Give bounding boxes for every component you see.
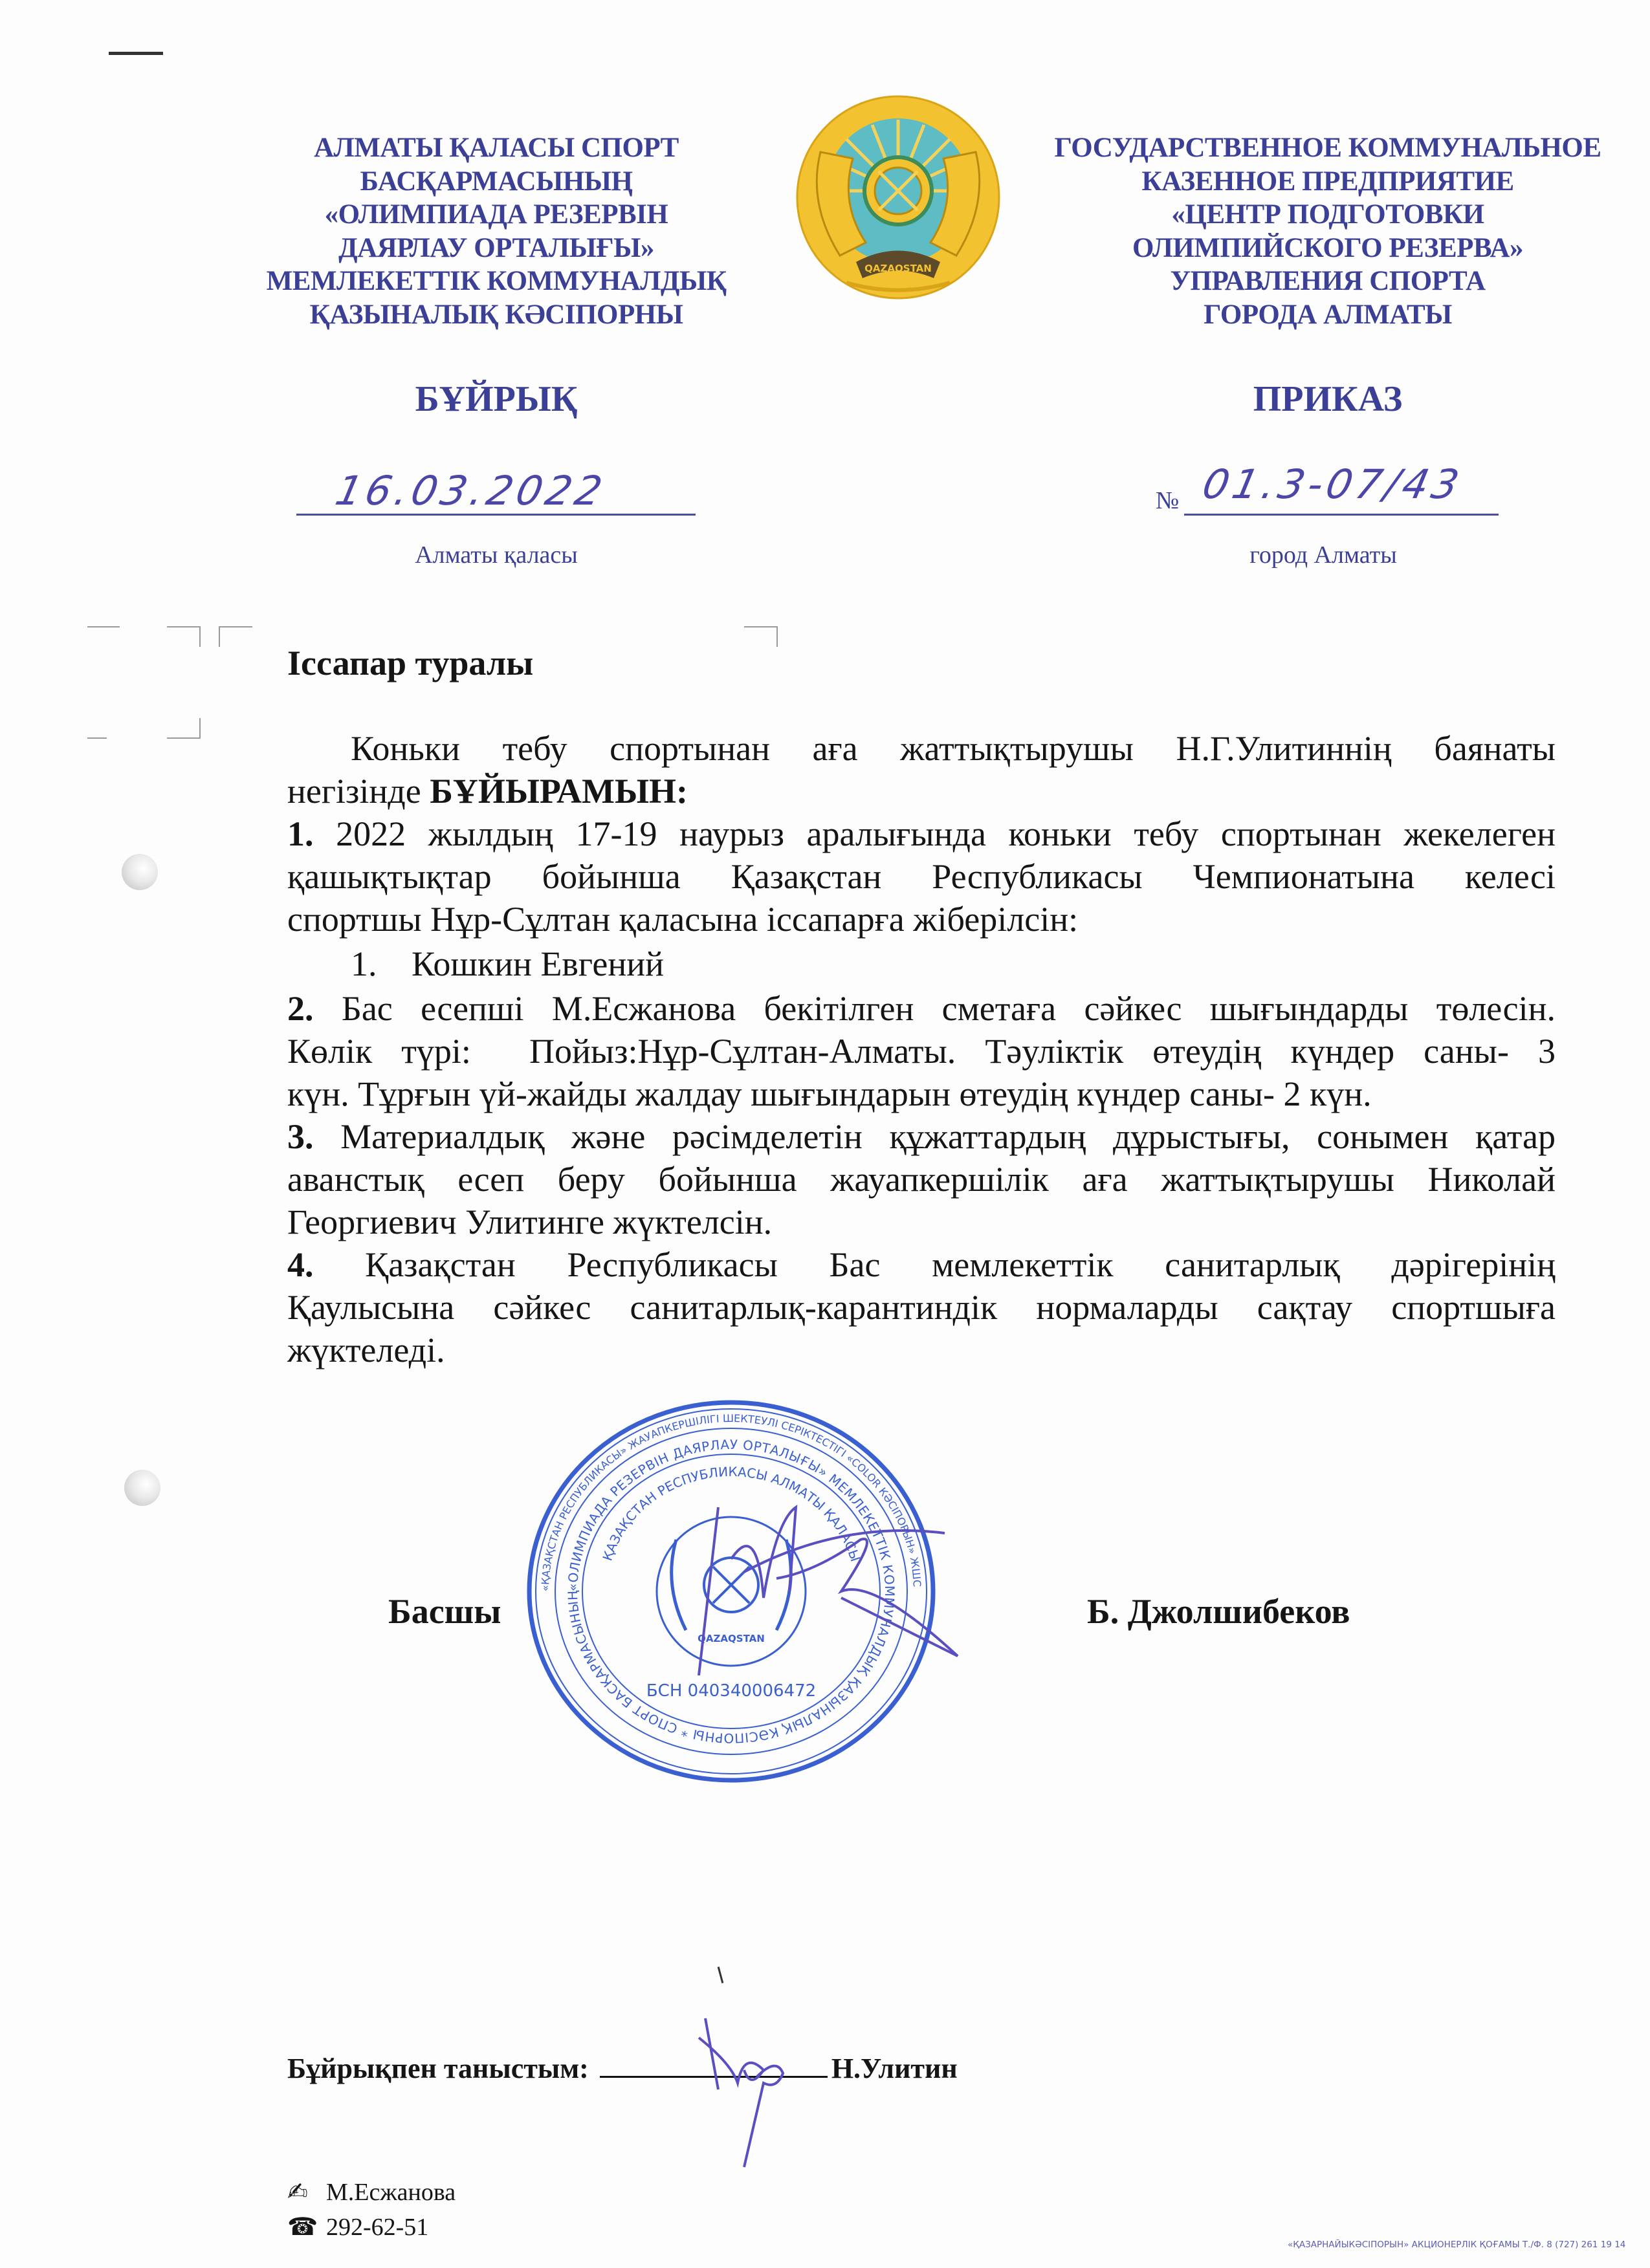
executor-phone: 292-62-51: [326, 2214, 429, 2241]
intro-line: [287, 770, 1556, 812]
date-line: [296, 514, 696, 516]
item-2-line: [287, 987, 1556, 1030]
item-text: Материалдық және рәсімделетін құжаттардың дұрыстығы, сонымен қатар: [340, 1117, 1556, 1156]
item-number: 4.: [287, 1245, 314, 1284]
header-right-org: [1037, 131, 1619, 331]
city-kz: Алматы қаласы: [415, 541, 578, 569]
punch-hole-top: [122, 854, 158, 890]
printer-imprint: «ҚАЗАРНАЙЫКӘСІПОРЫН» АКЦИОНЕРЛІК ҚОҒАМЫ Т./Ф. 8 (727) 261 19 14: [1288, 2240, 1626, 2250]
org-line: ОЛИМПИЙСКОГО РЕЗЕРВА»: [1132, 232, 1523, 263]
order-body: [287, 642, 1556, 1371]
executor-name: М.Есжанова: [326, 2179, 456, 2206]
item-1-line: [287, 812, 1556, 855]
item-4-line: Қаулысына сәйкес санитарлық-карантиндік нормаларды сақтау спортшыға: [287, 1288, 1556, 1327]
item-3-line: [287, 1115, 1556, 1158]
doc-type-ru: ПРИКАЗ: [1253, 379, 1403, 419]
telephone-icon: ☎: [287, 2212, 318, 2241]
stamp-outer-text: «ҚАЗАҚСТАН РЕСПУБЛИКАСЫ» ЖАУАПКЕРШІЛІГІ ШЕКТЕУЛІ СЕРІКТЕСТІГІ «COLOR КӘСІПОРЫН» ЖШС: [538, 1412, 923, 1592]
corner-mark: [167, 718, 201, 739]
doc-type-kz: БҰЙРЫҚ: [415, 379, 578, 419]
number-line: [1184, 514, 1499, 516]
stamp-emblem-lettering: QAZAQSTAN: [698, 1633, 765, 1644]
org-line: ДАЯРЛАУ ОРТАЛЫҒЫ»: [338, 232, 654, 263]
punch-hole-bottom: [124, 1470, 160, 1506]
state-emblem: [795, 94, 1002, 301]
org-line: ҚАЗЫНАЛЫҚ КӘСІПОРНЫ: [309, 299, 683, 330]
corner-mark: [87, 626, 120, 647]
corner-mark: [167, 626, 201, 647]
item-1-line: спортшы Нұр-Сұлтан қаласына іссапарға жіберілсін:: [287, 900, 1079, 939]
executor-row: [287, 2177, 456, 2207]
item-4-line: жүктеледі.: [287, 1331, 445, 1369]
acknowledgement-name: Н.Улитин: [831, 2053, 958, 2084]
intro-line: Коньки тебу спортынан аға жаттықтырушы Н.Г.Улитиннің баянаты: [351, 729, 1556, 768]
item-3-line: Георгиевич Улитинге жүктелсін.: [287, 1203, 773, 1241]
signatory-name: Б. Джолшибеков: [1087, 1592, 1350, 1631]
athlete-number: 1.: [351, 944, 377, 983]
phone-row: [287, 2212, 428, 2241]
org-line: УПРАВЛЕНИЯ СПОРТА: [1170, 266, 1486, 296]
org-line: КАЗЕННОЕ ПРЕДПРИЯТИЕ: [1141, 166, 1514, 197]
number-handwritten: 01.3-07/43: [1198, 461, 1467, 508]
stamp-bin: БСН 040340006472: [646, 1681, 817, 1701]
director-signature: [647, 1481, 984, 1675]
item-text: Бас есепші М.Есжанова бекітілген сметаға сәйкес шығындарды төлесін.: [341, 989, 1556, 1028]
item-text: 2022 жылдың 17-19 наурыз аралығында коньки тебу спортынан жекелеген: [336, 814, 1556, 853]
item-number: 1.: [287, 814, 314, 853]
item-number: 2.: [287, 989, 314, 1028]
stamp-middle-text: «ОЛИМПИАДА РЕЗЕРВІН ДАЯРЛАУ ОРТАЛЫҒЫ» МЕМЛЕКЕТТІК КОММУНАЛДЫҚ ҚАЗЫНАЛЫҚ КӘСІПОРНЫ * СПОРТ БАСҚАРМАСЫНЫҢ: [564, 1436, 898, 1747]
city-ru: город Алматы: [1249, 541, 1397, 569]
stamp-inner-text: ҚАЗАҚСТАН РЕСПУБЛИКАСЫ АЛМАТЫ ҚАЛАСЫ: [599, 1463, 864, 1564]
acknowledgement-label: Бұйрықпен таныстым:: [287, 2053, 589, 2084]
corner-mark: [219, 626, 252, 647]
order-verb: БҰЙЫРАМЫН:: [430, 772, 688, 811]
item-text: Қазақстан Республикасы Бас мемлекеттік санитарлық дәрігерінің: [365, 1245, 1556, 1284]
subject-heading: Іссапар туралы: [287, 644, 534, 682]
emblem-lettering: QAZAQSTAN: [864, 263, 932, 274]
acknowledgement-row: [287, 2052, 958, 2085]
intro-text: негізінде: [287, 772, 430, 811]
org-line: ГОСУДАРСТВЕННОЕ КОММУНАЛЬНОЕ: [1054, 133, 1601, 163]
org-line: БАСҚАРМАСЫНЫҢ: [360, 166, 633, 197]
org-line: «ЦЕНТР ПОДГОТОВКИ: [1171, 199, 1484, 230]
org-line: «ОЛИМПИАДА РЕЗЕРВІН: [324, 199, 668, 230]
org-line: АЛМАТЫ ҚАЛАСЫ СПОРТ: [314, 133, 679, 163]
number-sign: №: [1156, 487, 1180, 514]
stray-mark: [718, 1967, 724, 1983]
item-2-line: Көлік түрі: Пойыз:Нұр-Сұлтан-Алматы. Тәуліктік өтеудің күндер саны- 3: [287, 1032, 1556, 1071]
header-left-org: [205, 131, 787, 331]
athlete-list-item: [287, 941, 1556, 987]
org-line: МЕМЛЕКЕТТІК КОММУНАЛДЫҚ: [266, 266, 727, 296]
item-2-line: күн. Тұрғын үй-жайды жалдау шығындарын өтеудің күндер саны- 2 күн.: [287, 1074, 1372, 1113]
scan-mark: [109, 52, 163, 55]
item-number: 3.: [287, 1117, 314, 1156]
pen-icon: ✍: [287, 2177, 308, 2206]
date-handwritten: 16.03.2022: [331, 467, 610, 514]
corner-mark: [87, 718, 107, 739]
athlete-name: Кошкин Евгений: [412, 944, 665, 983]
item-4-line: [287, 1243, 1556, 1286]
item-1-line: қашықтықтар бойынша Қазақстан Республикасы Чемпионатына келесі: [287, 857, 1556, 896]
org-line: ГОРОДА АЛМАТЫ: [1204, 299, 1452, 330]
item-3-line: аванстық есеп беру бойынша жауапкершілік аға жаттықтырушы Николай: [287, 1160, 1556, 1199]
signatory-title: Басшы: [388, 1592, 501, 1631]
coach-signature: [679, 2012, 809, 2180]
